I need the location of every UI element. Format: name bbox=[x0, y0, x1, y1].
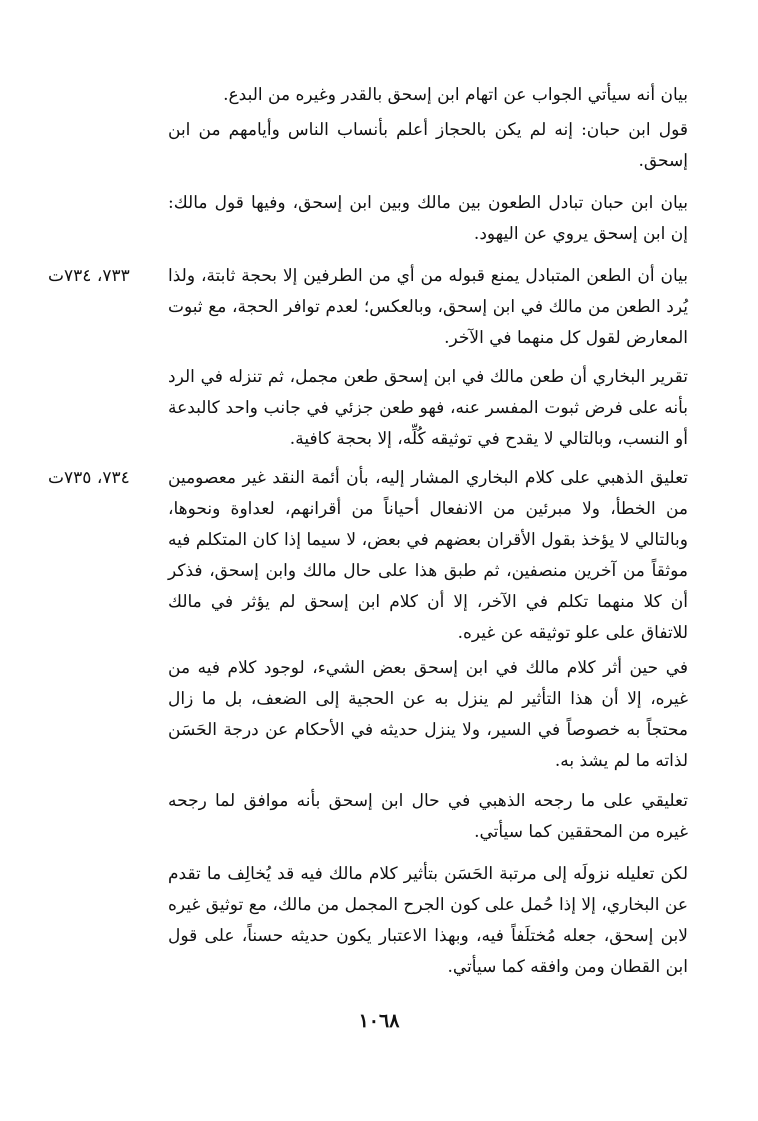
entry-text: لكن تعليله نزولَه إلى مرتبة الحَسَن بتأثير كلام مالك فيه قد يُخالِف ما تقدم عن البخاري، إلا إذا حُمل على كون الجرح المجمل من مالك، مع توثيق غيره لابن إسحق، جعله مُختلَفاً فيه، وبهذا الاعتبار يكون حديثه حسناً، على قول ابن القطان ومن وافقه كما سيأتي. bbox=[168, 864, 688, 977]
entry-reference: ٧٣٣، ٧٣٤ت bbox=[48, 266, 130, 286]
entry-text: تعليقي على ما رجحه الذهبي في حال ابن إسحق بأنه موافق لما رجحه غيره من المحققين كما سيأتي. bbox=[168, 791, 688, 842]
entry-text: في حين أثر كلام مالك في ابن إسحق بعض الشيء، لوجود كلام فيه من غيره، إلا أن هذا التأثير لم ينزل به عن الحجية إلى الضعف، بل ما زال محتجاً به خصوصاً في السير، ولا ينزل حديثه في الأحكام عن درجة الحَسَن لذاته ما لم يشذ به. bbox=[168, 658, 688, 771]
entry-reference: ٧٣٤، ٧٣٥ت bbox=[48, 468, 130, 488]
entry-text: بيان أنه سيأتي الجواب عن اتهام ابن إسحق بالقدر وغيره من البدع. bbox=[223, 85, 688, 105]
entry-text: تقرير البخاري أن طعن مالك في ابن إسحق طعن مجمل، ثم تنزله في الرد بأنه على فرض ثبوت المفسر عنه، فهو طعن جزئي في جانب واحد كالبدعة أو النسب، وبالتالي لا يقدح في توثيقه كُلِّه، إلا بحجة كافية. bbox=[168, 367, 688, 449]
entry-text: تعليق الذهبي على كلام البخاري المشار إليه، بأن أئمة النقد غير معصومين من الخطأ، ولا مبرئين من الانفعال أحياناً من أقرانهم، لعداوة ونحوها، وبالتالي لا يؤخذ بقول الأقران بعضهم في بعض، لا سيما إذا كان المتكلم فيه موثقاً من آخرين منصفين، ثم طبق هذا على حال مالك وابن إسحق، فذكر أن كلا منهما تكلم في الآخر، إلا أن كلام ابن إسحق لم يؤثر في مالك للاتفاق على علو توثيقه عن غيره. bbox=[168, 468, 688, 643]
page-number: ١٠٦٨ bbox=[358, 1010, 400, 1032]
entry-text: بيان أن الطعن المتبادل يمنع قبوله من أي من الطرفين إلا بحجة ثابتة، ولذا يُرد الطعن من مالك في ابن إسحق، وبالعكس؛ لعدم توافر الحجة، مع ثبوت المعارض لقول كل منهما في الآخر. bbox=[168, 266, 688, 348]
entry-text: قول ابن حبان: إنه لم يكن بالحجاز أعلم بأنساب الناس وأيامهم من ابن إسحق. bbox=[168, 120, 688, 171]
entry-text: بيان ابن حبان تبادل الطعون بين مالك وبين ابن إسحق، وفيها قول مالك: إن ابن إسحق يروي عن اليهود. bbox=[168, 193, 688, 244]
